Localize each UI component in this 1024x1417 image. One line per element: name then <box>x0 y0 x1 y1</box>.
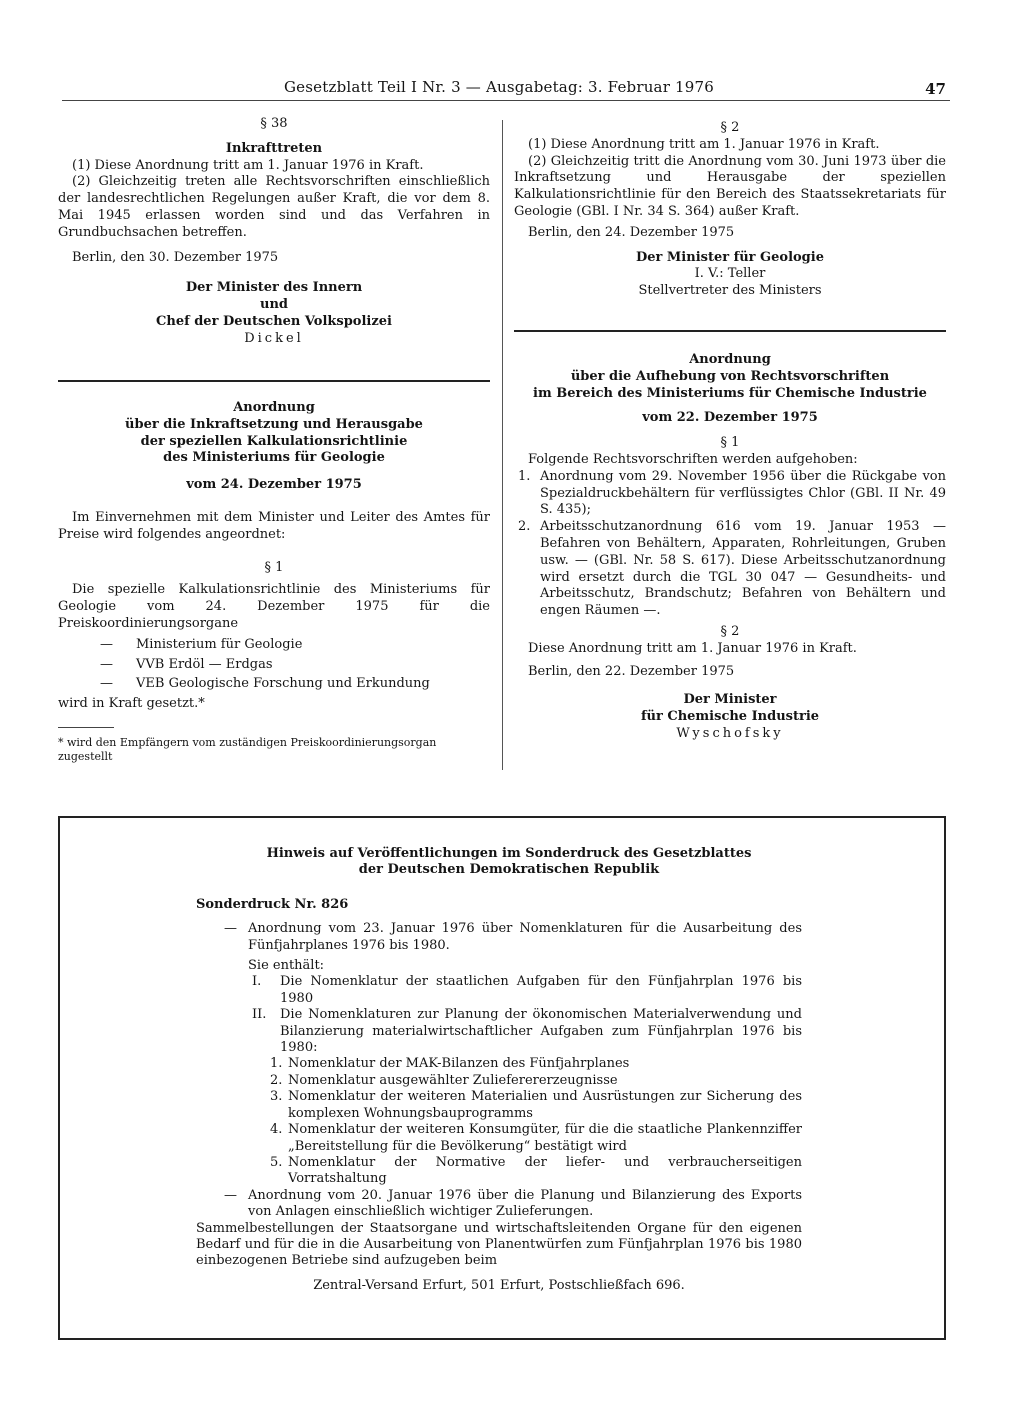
sub-item <box>196 1089 802 1122</box>
sub-item <box>196 1122 802 1155</box>
list-item: — VEB Geologische Forschung und Erkundung <box>100 676 490 693</box>
sub-item <box>196 1155 802 1188</box>
signature-title-2: und <box>260 297 288 313</box>
contains-label: Sie enthält: <box>248 958 325 974</box>
ordinance-intro: Folgende Rechtsvorschriften werden aufgehoben: <box>528 451 858 467</box>
ordinance-date: vom 24. Dezember 1975 <box>186 477 362 493</box>
right-column <box>514 120 946 300</box>
sub-list <box>196 1056 802 1187</box>
sonderdruck-number: Sonderdruck Nr. 826 <box>196 896 349 912</box>
left-column <box>58 116 490 348</box>
sub-text: Nomenklatur der Normative der liefer- und verbraucherseitigen Vorratshaltung <box>288 1154 802 1187</box>
ordinance-title-2: über die Inkraftsetzung und Herausgabe <box>125 416 423 432</box>
section-divider <box>58 380 490 382</box>
column-divider <box>502 120 503 770</box>
item-number: 2. <box>518 519 531 535</box>
roman-number: II. <box>252 1007 267 1023</box>
ordinance-intro: Im Einvernehmen mit dem Minister und Leiter des Amtes für Preise wird folgendes angeordnet: <box>58 509 490 542</box>
section-divider <box>514 330 946 332</box>
sub-text: Nomenklatur ausgewählter Zulieferererzeugnisse <box>288 1072 618 1088</box>
section-38-title: Inkrafttreten <box>225 140 323 156</box>
sub-item <box>196 1056 802 1072</box>
ordinance-title-3: im Bereich des Ministeriums für Chemische Industrie <box>533 385 927 401</box>
signature-title-1: Der Minister für Geologie <box>636 249 824 265</box>
paragraph-1-heading: § 1 <box>720 435 740 451</box>
section-38-paragraph-1: (1) Diese Anordnung tritt am 1. Januar 1976 in Kraft. <box>72 157 424 173</box>
sub-text: Nomenklatur der MAK-Bilanzen des Fünfjahrplanes <box>288 1056 630 1072</box>
list-item: — Ministerium für Geologie <box>100 637 490 654</box>
item-text: Arbeitsschutzanordnung 616 vom 19. Januar 1953 — Befahren von Behältern, Apparaten, Rohrleitungen, Gruben usw. — (GBl. Nr. 58 S. 617). Diese Arbeitsschutzanordnung wird ersetzt durch die TGL 30 047 — Gesundheits- und Arbeitsschutz, Brandschutz; Befahren von Behältern und engen Räumen —. <box>540 519 946 619</box>
numbered-item <box>514 519 946 620</box>
sub-number: 4. <box>270 1122 283 1138</box>
sub-number: 5. <box>270 1154 283 1170</box>
signature-title-2: I. V.: Teller <box>694 266 766 282</box>
signature-title-3: Stellvertreter des Ministers <box>638 283 822 299</box>
page-header <box>62 78 950 101</box>
ordinance-closing: wird in Kraft gesetzt.* <box>58 696 205 712</box>
orders-paragraph: Sammelbestellungen der Staatsorgane und wirtschaftsleitenden Organe für den eigenen Bedarf und für die in die Ausarbeitung von Planentwürfen zum Fünfjahrplan 1976 bis 1980 einbezogenen Betriebe sind aufzugeben beim <box>196 1220 802 1269</box>
distribution-address: Zentral-Versand Erfurt, 501 Erfurt, Postschließfach 696. <box>313 1277 685 1293</box>
signature-title-1: Der Minister <box>683 692 777 708</box>
section-2-place-date: Berlin, den 24. Dezember 1975 <box>528 224 735 240</box>
notice-item-2: — Anordnung vom 20. Januar 1976 über die Planung und Bilanzierung des Exports von Anlagen einschließlich wichtiger Zulieferungen. <box>196 1188 802 1221</box>
notice-title-2: der Deutschen Demokratischen Republik <box>358 862 660 878</box>
notice-item-1: — Anordnung vom 23. Januar 1976 über Nomenklaturen für die Ausarbeitung des Fünfjahrplanes 1976 bis 1980. <box>196 921 802 954</box>
signer-name: Dickel <box>244 330 304 346</box>
item-number: 1. <box>518 468 531 484</box>
ordinance-date: vom 22. Dezember 1975 <box>642 410 818 426</box>
roman-list <box>196 974 802 1056</box>
paragraph-1-text: Die spezielle Kalkulationsrichtlinie des Ministeriums für Geologie vom 24. Dezember 1975 für die Preiskoordinierungsorgane <box>58 582 490 631</box>
sub-number: 1. <box>270 1056 283 1072</box>
signature-title-3: Chef der Deutschen Volkspolizei <box>156 313 392 329</box>
sub-text: Nomenklatur der weiteren Konsumgüter, für die die staatliche Plankennziffer „Bereitstellung für die Bevölkerung“ bestätigt wird <box>288 1122 802 1154</box>
roman-item <box>244 1007 802 1056</box>
ordinance-title-1: Anordnung <box>689 352 771 367</box>
ordinance-title-3: der speziellen Kalkulationsrichtlinie <box>140 433 408 449</box>
left-ordinance <box>58 400 490 764</box>
list-item: — VVB Erdöl — Erdgas <box>100 657 490 674</box>
notice-title-1: Hinweis auf Veröffentlichungen im Sonderdruck des Gesetzblattes <box>266 846 752 861</box>
ordinance-place-date: Berlin, den 22. Dezember 1975 <box>528 663 735 679</box>
ordinance-title-4: des Ministeriums für Geologie <box>163 450 385 466</box>
page-number: 47 <box>925 80 946 98</box>
paragraph-2-text: Diese Anordnung tritt am 1. Januar 1976 in Kraft. <box>528 640 857 656</box>
paragraph-2-heading: § 2 <box>720 623 740 639</box>
notice-content <box>196 846 802 1294</box>
signature-title-2: für Chemische Industrie <box>640 709 820 725</box>
item-text: Anordnung vom 29. November 1956 über die Rückgabe von Spezialdruckbehältern für verflüssigtes Chlor (GBl. II Nr. 49 S. 435); <box>540 468 946 518</box>
roman-number: I. <box>252 974 262 990</box>
ordinance-title-1: Anordnung <box>233 400 315 415</box>
section-2-paragraph-1: (1) Diese Anordnung tritt am 1. Januar 1976 in Kraft. <box>528 136 880 152</box>
section-38-place-date: Berlin, den 30. Dezember 1975 <box>72 249 279 265</box>
sub-text: Nomenklatur der weiteren Materialien und Ausrüstungen zur Sicherung des komplexen Wohnungsbauprogramms <box>288 1089 802 1121</box>
section-2-heading: § 2 <box>720 120 740 135</box>
sub-item <box>196 1073 802 1089</box>
footnote-rule <box>58 727 114 728</box>
paragraph-1-heading: § 1 <box>264 559 284 575</box>
header-title: Gesetzblatt Teil I Nr. 3 — Ausgabetag: 3. Februar 1976 <box>284 78 715 96</box>
roman-text: Die Nomenklaturen zur Planung der ökonomischen Materialverwendung und Bilanzierung materialwirtschaftlicher Aufgaben zum Fünfjahrplan 1976 bis 1980: <box>280 1007 802 1056</box>
numbered-item <box>514 469 946 519</box>
sub-number: 3. <box>270 1089 283 1105</box>
roman-text: Die Nomenklatur der staatlichen Aufgaben für den Fünfjahrplan 1976 bis 1980 <box>280 974 802 1006</box>
footnote: * wird den Empfängern vom zuständigen Preiskoordinierungsorgan zugestellt <box>58 735 437 763</box>
right-ordinance <box>514 352 946 743</box>
dash-list <box>100 637 490 693</box>
signature-title-1: Der Minister des Innern <box>185 280 363 296</box>
section-38-heading: § 38 <box>260 116 288 131</box>
roman-item <box>244 974 802 1007</box>
section-2-paragraph-2: (2) Gleichzeitig tritt die Anordnung vom 30. Juni 1973 über die Inkraftsetzung und Herausgabe der speziellen Kalkulationsrichtlinie für den Bereich des Staatssekretariats für Geologie (GBl. I Nr. 34 S. 364) außer Kraft. <box>514 153 946 219</box>
section-38-paragraph-2: (2) Gleichzeitig treten alle Rechtsvorschriften einschließlich der landesrechtlichen Regelungen außer Kraft, die vor dem 8. Mai 1945 erlassen worden sind und das Verfahren in Grundbuchsachen betreffen. <box>58 174 490 240</box>
ordinance-title-2: über die Aufhebung von Rechtsvorschriften <box>570 368 890 384</box>
sub-number: 2. <box>270 1072 283 1088</box>
signer-name: Wyschofsky <box>676 725 784 741</box>
